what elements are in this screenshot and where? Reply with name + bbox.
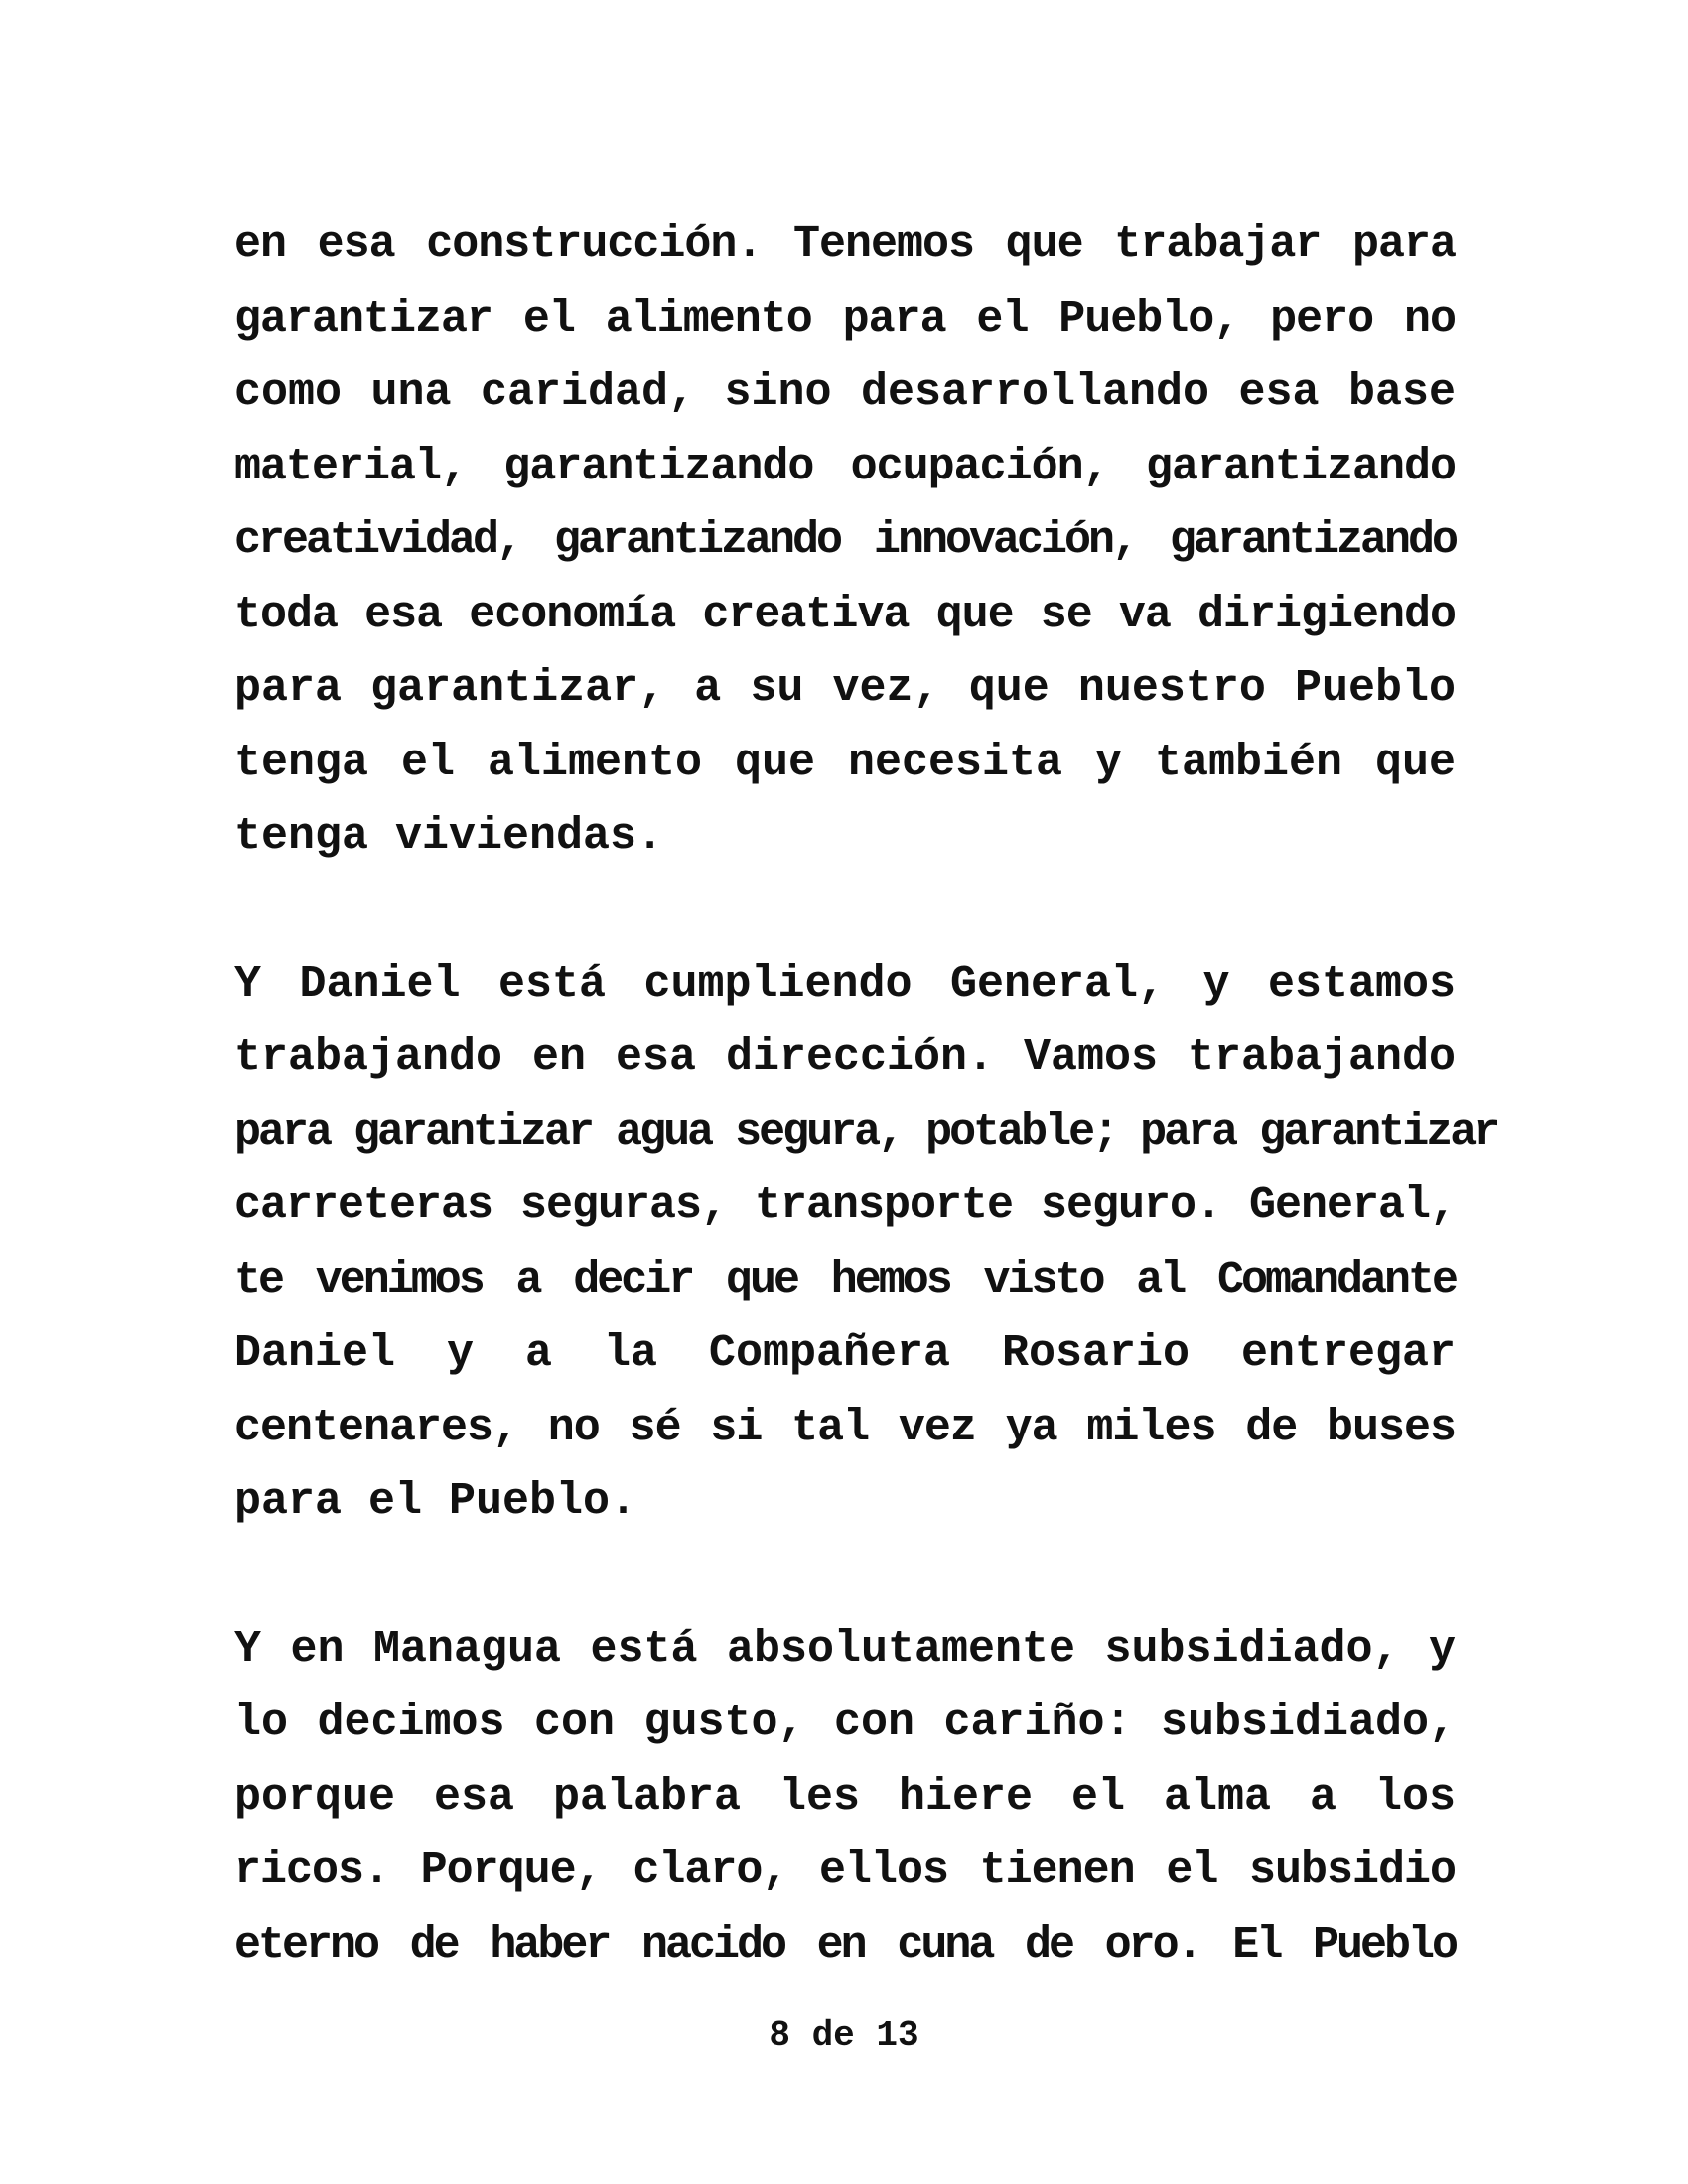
text-line: material, garantizando ocupación, garantizando [234,441,1456,492]
text-line: lo decimos con gusto, con cariño: subsidiado, [234,1698,1456,1748]
text-line: carreteras seguras, transporte seguro. General, [234,1180,1456,1231]
text-line: eterno de haber nacido en cuna de oro. El Pueblo [234,1919,1456,1971]
text-line: para el Pueblo. [234,1476,637,1527]
paragraph-1 [234,208,1456,875]
text-line: tenga el alimento que necesita y también que [234,737,1456,788]
text-line: como una caridad, sino desarrollando esa base [234,367,1456,418]
text-line: toda esa economía creativa que se va dirigiendo [234,589,1456,640]
text-line: creatividad, garantizando innovación, garantizando [234,515,1456,566]
text-line: para garantizar agua segura, potable; para garantizar [234,1106,1498,1158]
text-line: ricos. Porque, claro, ellos tienen el subsidio [234,1845,1456,1896]
page-number: 8 de 13 [769,2015,919,2056]
text-line: garantizar el alimento para el Pueblo, pero no [234,293,1456,344]
text-line: Daniel y a la Compañera Rosario entregar [234,1328,1456,1379]
text-line: tenga viviendas. [234,811,664,862]
paragraph-3 [234,1613,1456,1983]
body-text [234,208,1498,2056]
text-line: porque esa palabra les hiere el alma a los [234,1771,1456,1823]
text-line: te venimos a decir que hemos visto al Comandante [234,1254,1456,1305]
paragraph-2 [234,948,1498,1540]
text-line: centenares, no sé si tal vez ya miles de buses [234,1402,1456,1453]
text-line: Y en Managua está absolutamente subsidiado, y [234,1623,1456,1675]
text-line: para garantizar, a su vez, que nuestro Pueblo [234,663,1456,714]
text-line: en esa construcción. Tenemos que trabajar para [234,219,1456,270]
text-line: trabajando en esa dirección. Vamos trabajando [234,1032,1456,1083]
text-line: Y Daniel está cumpliendo General, y estamos [234,958,1456,1010]
